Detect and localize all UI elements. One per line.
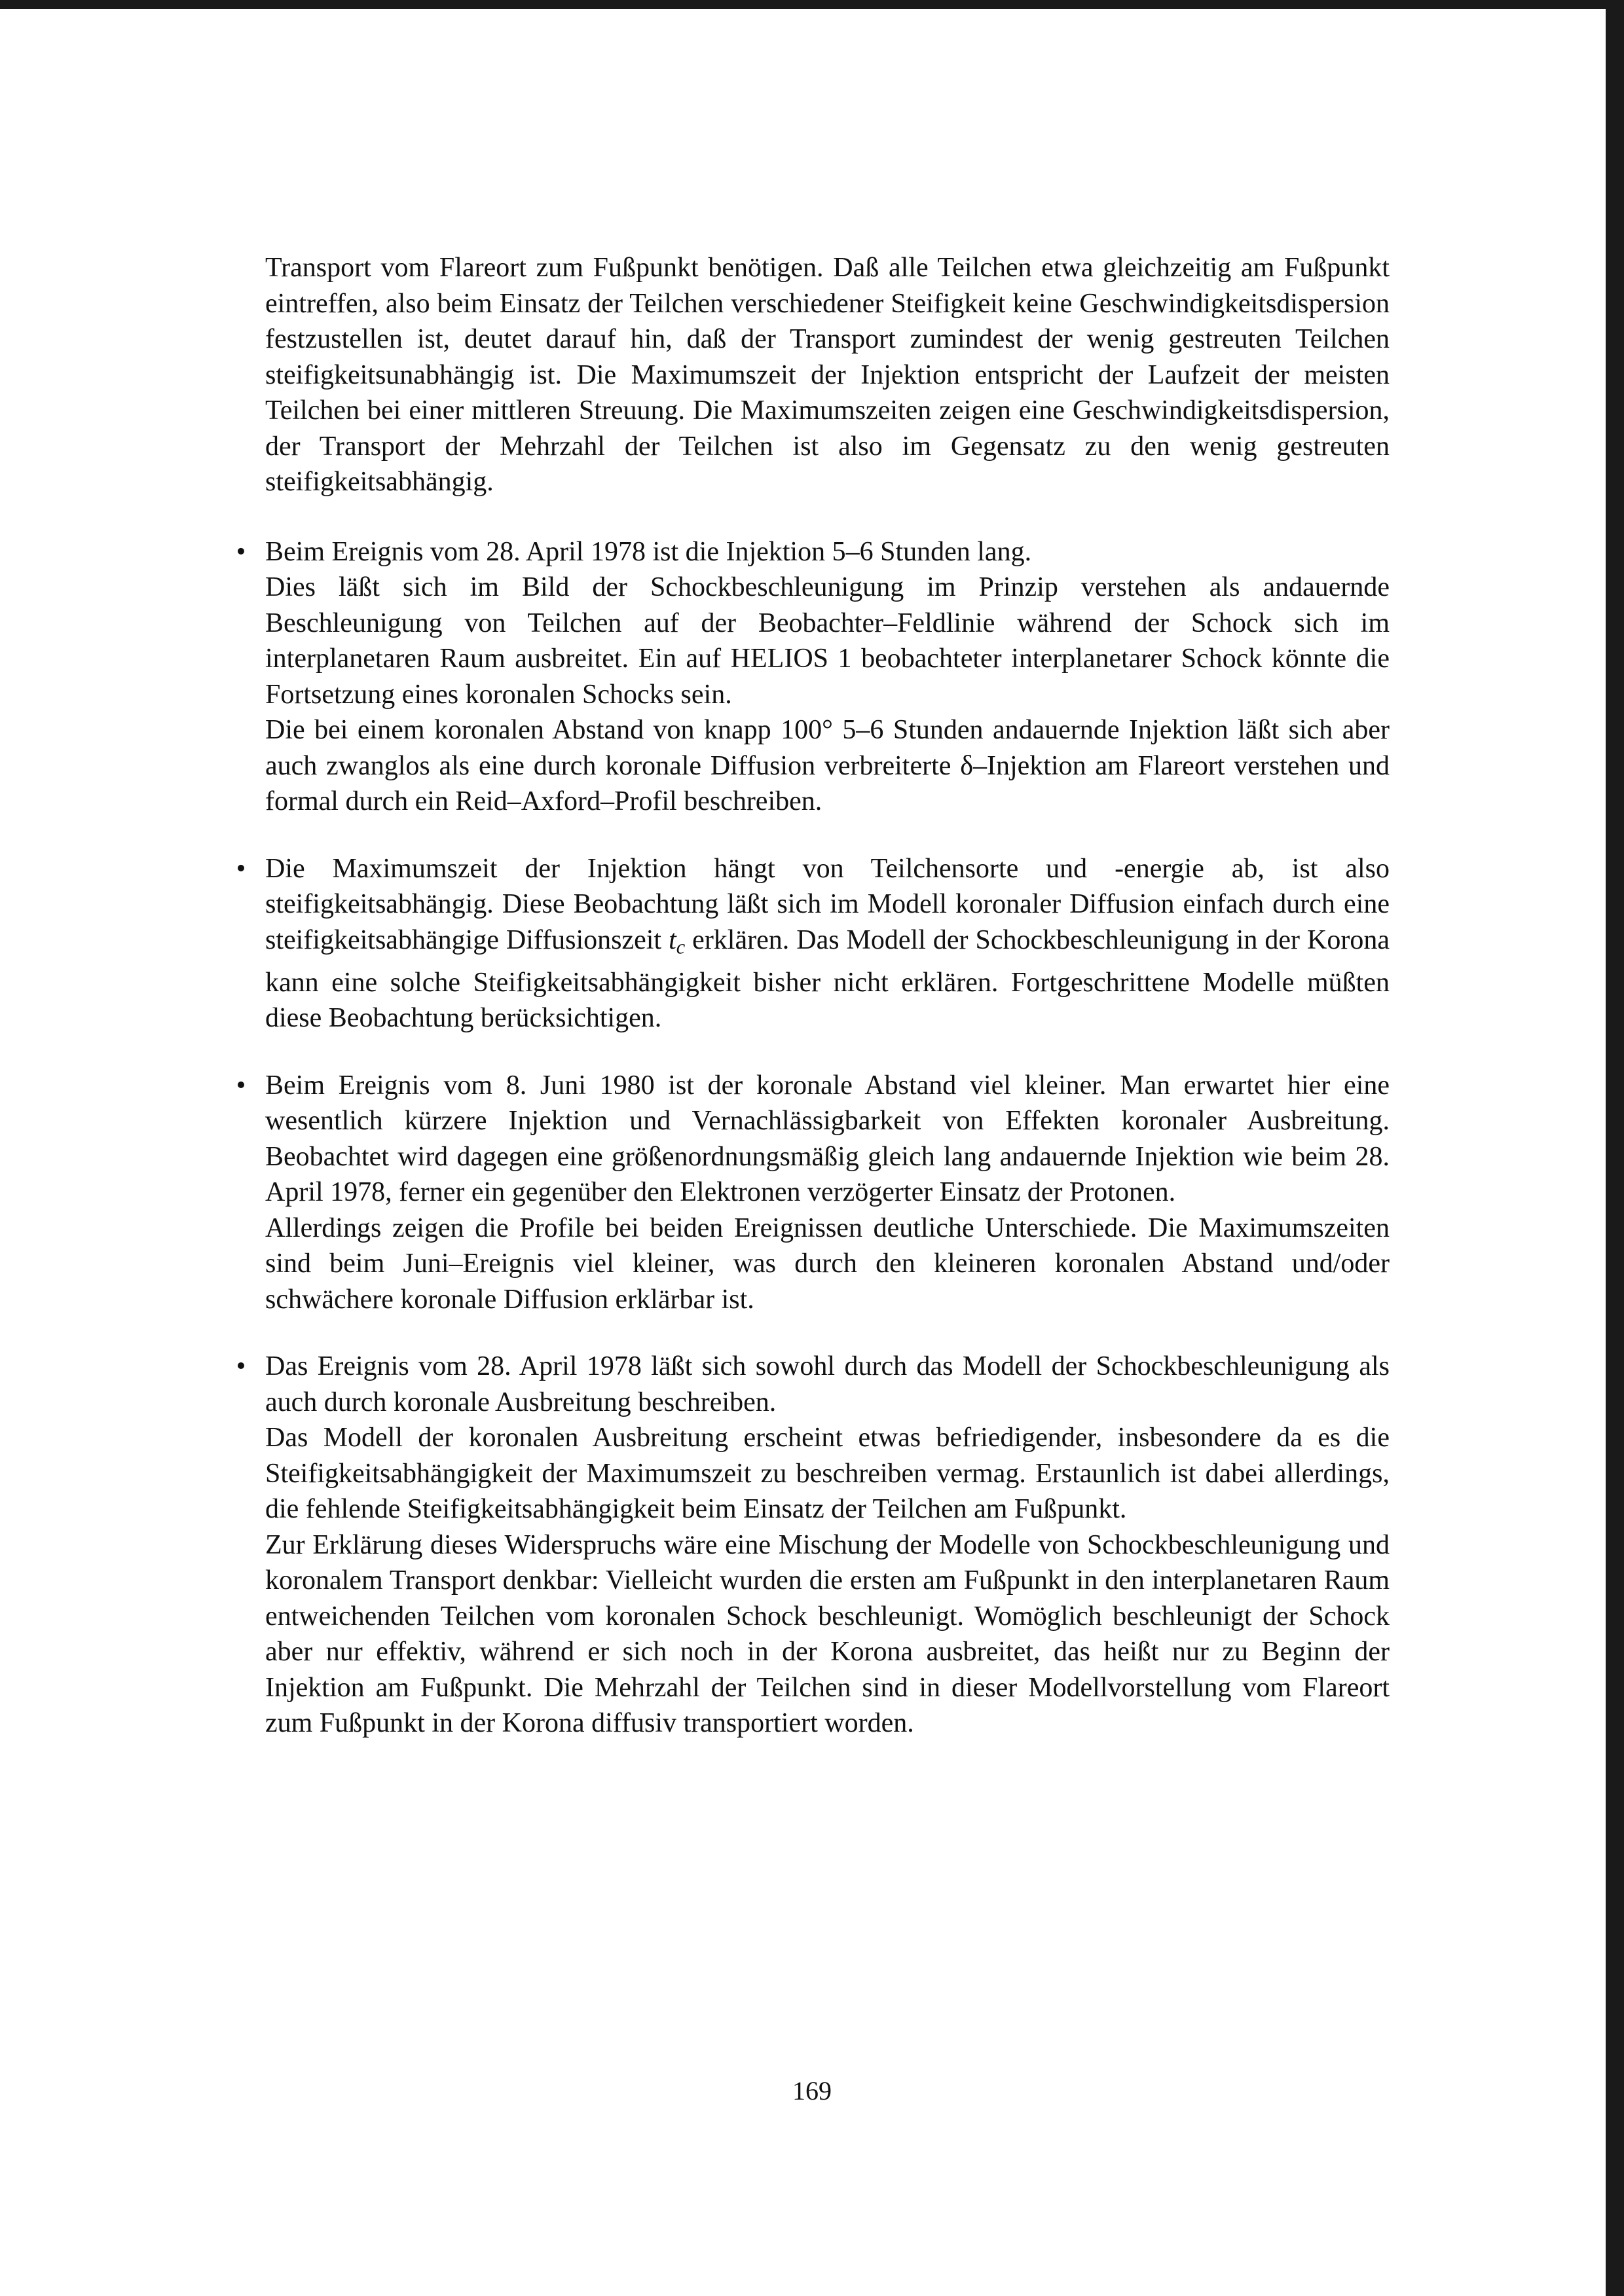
bullet-line: Allerdings zeigen die Profile bei beiden Ereignissen deutliche Unterschiede. Die Maximumszeiten sind beim Juni–Ereignis viel kleiner, was durch den kleineren koronalen Abstand und/oder schwächere koronale Diffusion erklärbar ist. [265, 1212, 1390, 1315]
bullet-text-part: Die Maximumszeit der Injektion hängt von Teilchensorte und -energie ab, ist also steifigkeitsabhängig. Diese Beobachtung läßt sich im Modell koronaler Diffusion einfach durch eine steifigkeitsabhängige Diffusionszeit [265, 853, 1390, 955]
math-subscript [676, 936, 685, 958]
bullet-line: Dies läßt sich im Bild der Schockbeschleunigung im Prinzip verstehen als andauernde Beschleunigung von Teilchen auf der Beobachter–Feldlinie während der Schock sich im interplanetaren Raum ausbreitet. Ein auf HELIOS 1 beobachteter interplanetarer Schock könnte die Fortsetzung eines koronalen Schocks sein. [265, 572, 1390, 710]
bullet-item-maximum-time [236, 851, 1390, 1036]
bullet-icon: • [236, 1070, 246, 1101]
bullet-item-injection-duration [236, 534, 1390, 820]
bullet-icon: • [236, 1351, 246, 1382]
scan-border-top [0, 0, 1624, 9]
bullet-line: Beim Ereignis vom 8. Juni 1980 ist der koronale Abstand viel kleiner. Man erwartet hier eine wesentlich kürzere Injektion und Vernachlässigbarkeit von Effekten koronaler Ausbreitung. Beobachtet wird dagegen eine größenordnungsmäßig gleich lang andauernde Injektion wie beim 28. April 1978, ferner ein gegenüber den Elektronen verzögerter Einsatz der Protonen. [265, 1070, 1390, 1208]
bullet-list [236, 534, 1390, 1741]
bullet-line [265, 851, 1390, 1036]
bullet-line: Beim Ereignis vom 28. April 1978 ist die Injektion 5–6 Stunden lang. [265, 536, 1032, 567]
bullet-icon: • [236, 536, 246, 567]
bullet-line: Die bei einem koronalen Abstand von knapp 100° 5–6 Stunden andauernde Injektion läßt sich aber auch zwanglos als eine durch koronale Diffusion verbreiterte δ–Injektion am Flareort verstehen und formal durch ein Reid–Axford–Profil beschreiben. [265, 715, 1390, 816]
bullet-item-june-event [236, 1068, 1390, 1318]
bullet-icon: • [236, 853, 246, 884]
bullet-text-part: erklären. Das Modell der Schockbeschleunigung in der Korona kann eine solche Steifigkeitsabhängigkeit bisher nicht erklären. Fortgeschrittene Modelle müßten diese Beobachtung berücksichtigen. [265, 924, 1390, 1034]
page-number: 169 [792, 2076, 832, 2105]
bullet-line: Das Ereignis vom 28. April 1978 läßt sich sowohl durch das Modell der Schockbeschleunigung als auch durch koronale Ausbreitung beschreiben. [265, 1351, 1390, 1417]
bullet-item-model-comparison [236, 1349, 1390, 1741]
math-variable: t [669, 924, 676, 955]
bullet-line: Zur Erklärung dieses Widerspruchs wäre eine Mischung der Modelle von Schockbeschleunigung und koronalem Transport denkbar: Vielleicht wurden die ersten am Fußpunkt in den interplanetaren Raum entweichenden Teilchen vom koronalen Schock beschleunigt. Womöglich beschleunigt der Schock aber nur effektiv, während er sich noch in der Korona ausbreitet, das heißt nur zu Beginn der Injektion am Fußpunkt. Die Mehrzahl der Teilchen sind in dieser Modellvorstellung vom Flareort zum Fußpunkt in der Korona diffusiv transportiert worden. [265, 1529, 1390, 1739]
bullet-line: Das Modell der koronalen Ausbreitung erscheint etwas befriedigender, insbesondere da es die Steifigkeitsabhängigkeit der Maximumszeit zu beschreiben vermag. Erstaunlich ist dabei allerdings, die fehlende Steifigkeitsabhängigkeit beim Einsatz der Teilchen am Fußpunkt. [265, 1423, 1390, 1525]
math-subscript-text: c [676, 936, 686, 958]
scan-border-right [1606, 0, 1624, 2296]
page-body [236, 250, 1390, 1741]
intro-paragraph: Transport vom Flareort zum Fußpunkt benötigen. Daß alle Teilchen etwa gleichzeitig am Fußpunkt eintreffen, also beim Einsatz der Teilchen verschiedener Steifigkeit keine Geschwindigkeitsdispersion festzustellen ist, deutet darauf hin, daß der Transport zumindest der wenig gestreuten Teilchen steifigkeitsunabhängig ist. Die Maximumszeit der Injektion entspricht der Laufzeit der meisten Teilchen bei einer mittleren Streuung. Die Maximumszeiten zeigen eine Geschwindigkeitsdispersion, der Transport der Mehrzahl der Teilchen ist also im Gegensatz zu den wenig gestreuten steifigkeitsabhängig. [265, 253, 1390, 497]
